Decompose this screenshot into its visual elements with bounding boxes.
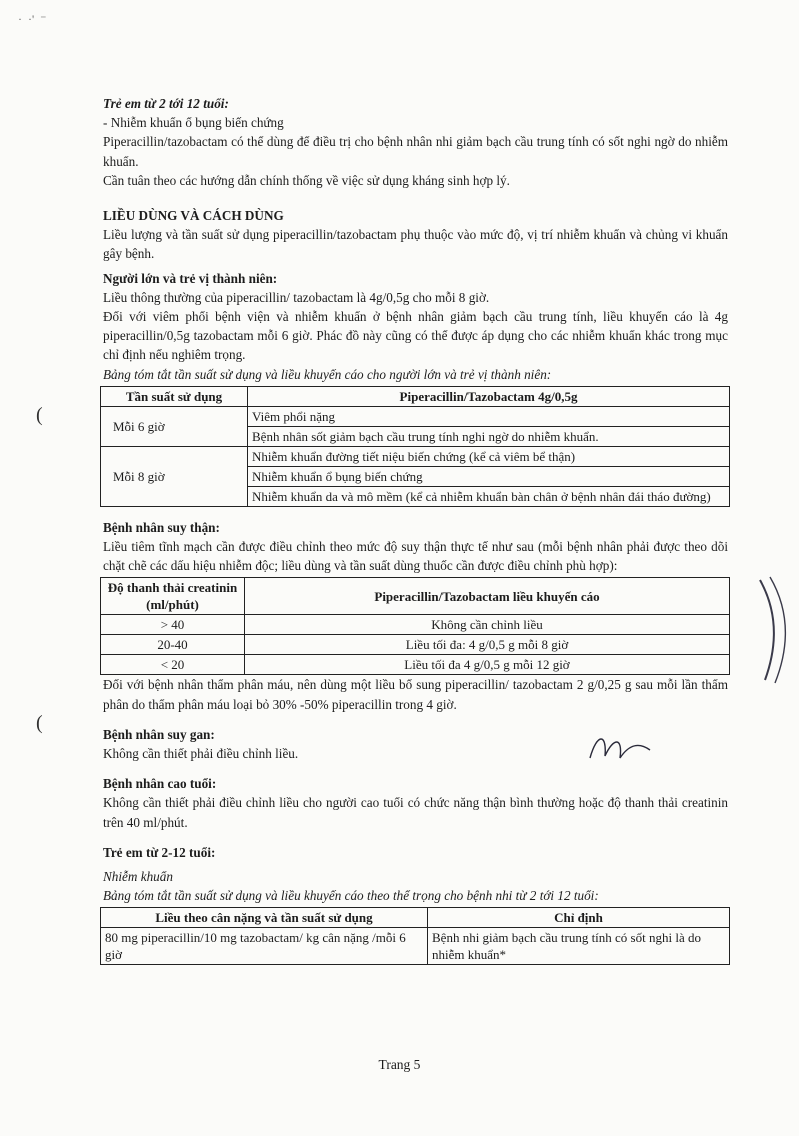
table-header-row [101,908,730,928]
table-row [101,635,730,655]
pediatric-table-caption: Bảng tóm tắt tần suất sử dụng và liều khuyến cáo theo thể trọng cho bệnh nhi từ 2 tới 12 tuổi: [103,888,599,904]
scan-marks: · ·' ⁻ [18,12,47,26]
pediatric-heading: Trẻ em từ 2-12 tuổi: [103,844,216,860]
table-header-dose: Piperacillin/Tazobactam liều khuyến cáo [245,578,730,615]
renal-heading: Bệnh nhân suy thận: [103,519,220,535]
page-number: Trang 5 [378,1057,421,1072]
hepatic-heading: Bệnh nhân suy gan: [103,726,215,742]
hepatic-paragraph: Không cần thiết phải điều chỉnh liều. [103,746,299,762]
indication-cell: Bệnh nhi giảm bạch cầu trung tính có sốt nghi là do nhiễm khuẩn* [428,928,730,965]
handwritten-signature [585,728,655,768]
indication-cell: Nhiễm khuẩn đường tiết niệu biến chứng (kể cả viêm bể thận) [248,446,730,466]
indication-cell: Nhiễm khuẩn da và mô mềm (kể cả nhiễm khuẩn bàn chân ở bệnh nhân đái tháo đường) [248,486,730,506]
table-header-clearance: Độ thanh thải creatinin (ml/phút) [101,578,245,615]
weight-dose-cell: 80 mg piperacillin/10 mg tazobactam/ kg cân nặng /mỗi 6 giờ [101,928,428,965]
children-line-2: Piperacillin/tazobactam có thể dùng để điều trị cho bệnh nhân nhi giảm bạch cầu trung tính có sốt nghi ngờ do nhiễm khuẩn. [103,134,728,169]
indication-cell: Viêm phổi nặng [248,406,730,426]
dosage-intro: Liều lượng và tần suất sử dụng piperacillin/tazobactam phụ thuộc vào mức độ, vị trí nhiễm khuẩn và chủng vi khuẩn gây bệnh. [103,227,728,262]
adults-heading: Người lớn và trẻ vị thành niên: [103,270,278,286]
clearance-cell: 20-40 [101,635,245,655]
table-header-row [101,386,730,406]
clearance-cell: > 40 [101,615,245,635]
renal-paragraph-2: Đối với bệnh nhân thẩm phân máu, nên dùng một liều bổ sung piperacillin/ tazobactam 2 g/0,25 g sau mỗi lần thẩm phân do thẩm phân máu loại bỏ 30% -50% piperacillin trong 4 giờ. [103,677,728,712]
table-header-drug: Piperacillin/Tazobactam 4g/0,5g [248,386,730,406]
document-body [103,94,728,965]
children-heading: Trẻ em từ 2 tới 12 tuổi: [103,96,229,111]
table-row [101,655,730,675]
renal-paragraph-1: Liều tiêm tĩnh mạch cần được điều chỉnh theo mức độ suy thận thực tế như sau (mỗi bệnh nhân phải được theo dõi chặt chẽ các dấu hiệu nhiễm độc; liều dùng và tần suất dùng thuốc cần được điều chỉnh phù hợp): [103,539,728,574]
margin-bracket-mark: ( [36,404,43,426]
renal-dosing-table [100,577,730,675]
margin-bracket-mark: ( [36,712,43,734]
adults-table-caption: Bảng tóm tắt tần suất sử dụng và liều khuyến cáo cho người lớn và trẻ vị thành niên: [103,366,552,382]
dose-cell: Liều tối đa 4 g/0,5 g mỗi 12 giờ [245,655,730,675]
table-header-row [101,578,730,615]
clearance-cell: < 20 [101,655,245,675]
adults-dosing-table [100,386,730,507]
frequency-cell: Mỗi 8 giờ [101,446,248,506]
adults-paragraph-2: Đối với viêm phổi bệnh viện và nhiễm khuẩn ở bệnh nhân giảm bạch cầu trung tính, liều khuyến cáo là 4g piperacillin/0,5g tazobactam mỗi 6 giờ. Phác đồ này cũng có thể được áp dụng cho các nhiễm khuẩn khác trong mục chỉ định nếu nghiêm trọng. [103,309,728,363]
dose-cell: Liều tối đa: 4 g/0,5 g mỗi 8 giờ [245,635,730,655]
stamp-fragment [740,575,799,685]
dose-cell: Không cần chỉnh liều [245,615,730,635]
children-line-3: Cần tuân theo các hướng dẫn chính thống về việc sử dụng kháng sinh hợp lý. [103,172,510,188]
pediatric-dosing-table [100,907,730,965]
table-header-weight-dose: Liều theo cân nặng và tần suất sử dụng [101,908,428,928]
table-row [101,446,730,466]
elderly-heading: Bệnh nhân cao tuổi: [103,776,217,792]
pediatric-subheading: Nhiễm khuẩn [103,869,173,885]
adults-paragraph-1: Liều thông thường của piperacillin/ tazobactam là 4g/0,5g cho mỗi 8 giờ. [103,289,490,305]
elderly-paragraph: Không cần thiết phải điều chỉnh liều cho người cao tuổi có chức năng thận bình thường hoặc độ thanh thải creatinin trên 40 ml/phút. [103,795,728,830]
dosage-heading: LIỀU DÙNG VÀ CÁCH DÙNG [103,208,284,224]
table-row [101,615,730,635]
indication-cell: Nhiễm khuẩn ổ bụng biến chứng [248,466,730,486]
table-header-indication: Chỉ định [428,908,730,928]
table-header-frequency: Tần suất sử dụng [101,386,248,406]
children-line-1: - Nhiễm khuẩn ổ bụng biến chứng [103,115,284,131]
indication-cell: Bệnh nhân sốt giảm bạch cầu trung tính nghi ngờ do nhiễm khuẩn. [248,426,730,446]
table-row [101,928,730,965]
frequency-cell: Mỗi 6 giờ [101,406,248,446]
table-row [101,406,730,426]
